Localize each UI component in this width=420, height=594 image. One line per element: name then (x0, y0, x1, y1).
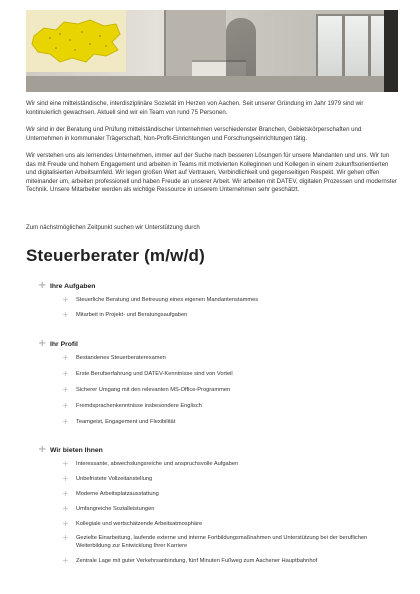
list-item: + Steuerliche Beratung und Betreuung eines eigenen Mandantenstammes (62, 295, 259, 304)
list-item: + Gezielte Einarbeitung, laufende externe und interne Fortbildungsmaßnahmen und Unterstützung bei der beruflichen Weiterbildung zur Entwicklung Ihrer Karriere (62, 533, 368, 549)
list-item: + Interessante, abwechslungsreiche und anspruchsvolle Aufgaben (62, 459, 239, 468)
section-heading-profile: + Ihr Profil (38, 338, 78, 349)
plus-icon: + (62, 533, 69, 542)
list-item: + Moderne Arbeitsplatzausstattung (62, 489, 159, 498)
list-item: + Fremdsprachenkenntnisse insbesondere Englisch (62, 401, 202, 410)
plus-icon: + (38, 280, 47, 291)
intro-paragraph-2: Wir sind in der Beratung und Prüfung mittelständischer Unternehmen verschiedenster Branchen, Gebietskörperschaften und Unternehmen in kommunaler Trägerschaft, Non-Profit-Einrichtungen und Forschungseinrichtungen tätig. (26, 126, 362, 142)
map-artwork (26, 10, 126, 72)
plus-icon: + (38, 444, 47, 455)
plus-icon: + (62, 385, 69, 394)
list-item: + Kollegiale und wertschätzende Arbeitsatmosphäre (62, 519, 203, 528)
job-title: Steuerberater (m/w/d) (26, 246, 205, 265)
office-photo (26, 10, 398, 92)
list-item: + Unbefristete Vollzeitanstellung (62, 474, 153, 483)
intro-paragraph-1: Wir sind eine mittelständische, interdisziplinäre Sozietät im Herzen von Aachen. Seit unserer Gründung im Jahr 1979 sind wir kontinuierlich gewachsen. Aktuell sind wir ein Team von rund 75 Personen. (26, 100, 364, 116)
intro-paragraph-3: Wir verstehen uns als lernendes Unternehmen, immer auf der Suche nach besseren Lösungen für unsere Mandanten und uns. Wir tun das mit Freude und hohem Engagement und arbeiten in Teams mit motivierten Kolleginnen und Kollegen in einem zukunftsorientierten und digitalisierten Arbeitsumfeld. Wir legen großen Wert auf Vertrauen, Verbindlichkeit und gegenseitigen Respekt. Wir gehen offen miteinander um, arbeiten professionell und haben Freude an unserer Arbeit. Wir arbeiten mit DATEV, digitalen Prozessen und modernster Technik. Unsere Mitarbeiter werden als wichtige Ressource in unserem Unternehmen sehr geschätzt. (26, 152, 397, 194)
plus-icon: + (62, 295, 69, 304)
intro-paragraph-4: Zum nächstmöglichen Zeitpunkt suchen wir Unterstützung durch (26, 224, 200, 231)
list-item: + Teamgeist, Engagement und Flexibilität (62, 417, 176, 426)
plus-icon: + (62, 519, 69, 528)
plus-icon: + (62, 401, 69, 410)
list-item: + Sicherer Umgang mit den relevanten MS-Office-Programmen (62, 385, 231, 394)
plus-icon: + (62, 417, 69, 426)
list-item: + Zentrale Lage mit guter Verkehrsanbindung, fünf Minuten Fußweg zum Aachener Hauptbahnhof (62, 556, 318, 565)
plus-icon: + (62, 310, 69, 319)
plus-icon: + (62, 556, 69, 565)
list-item: + Umfangreiche Sozialleistungen (62, 504, 155, 513)
list-item: + Erste Berufserfahrung und DATEV-Kenntnisse sind von Vorteil (62, 369, 233, 378)
plus-icon: + (62, 369, 69, 378)
plus-icon: + (62, 353, 69, 362)
plus-icon: + (38, 338, 47, 349)
section-heading-benefits: + Wir bieten Ihnen (38, 444, 103, 455)
plus-icon: + (62, 489, 69, 498)
section-heading-tasks: + Ihre Aufgaben (38, 280, 96, 291)
plus-icon: + (62, 459, 69, 468)
list-item: + Mitarbeit in Projekt- und Beratungsaufgaben (62, 310, 188, 319)
plus-icon: + (62, 474, 69, 483)
plus-icon: + (62, 504, 69, 513)
list-item: + Bestandenes Steuerberaterexamen (62, 353, 166, 362)
